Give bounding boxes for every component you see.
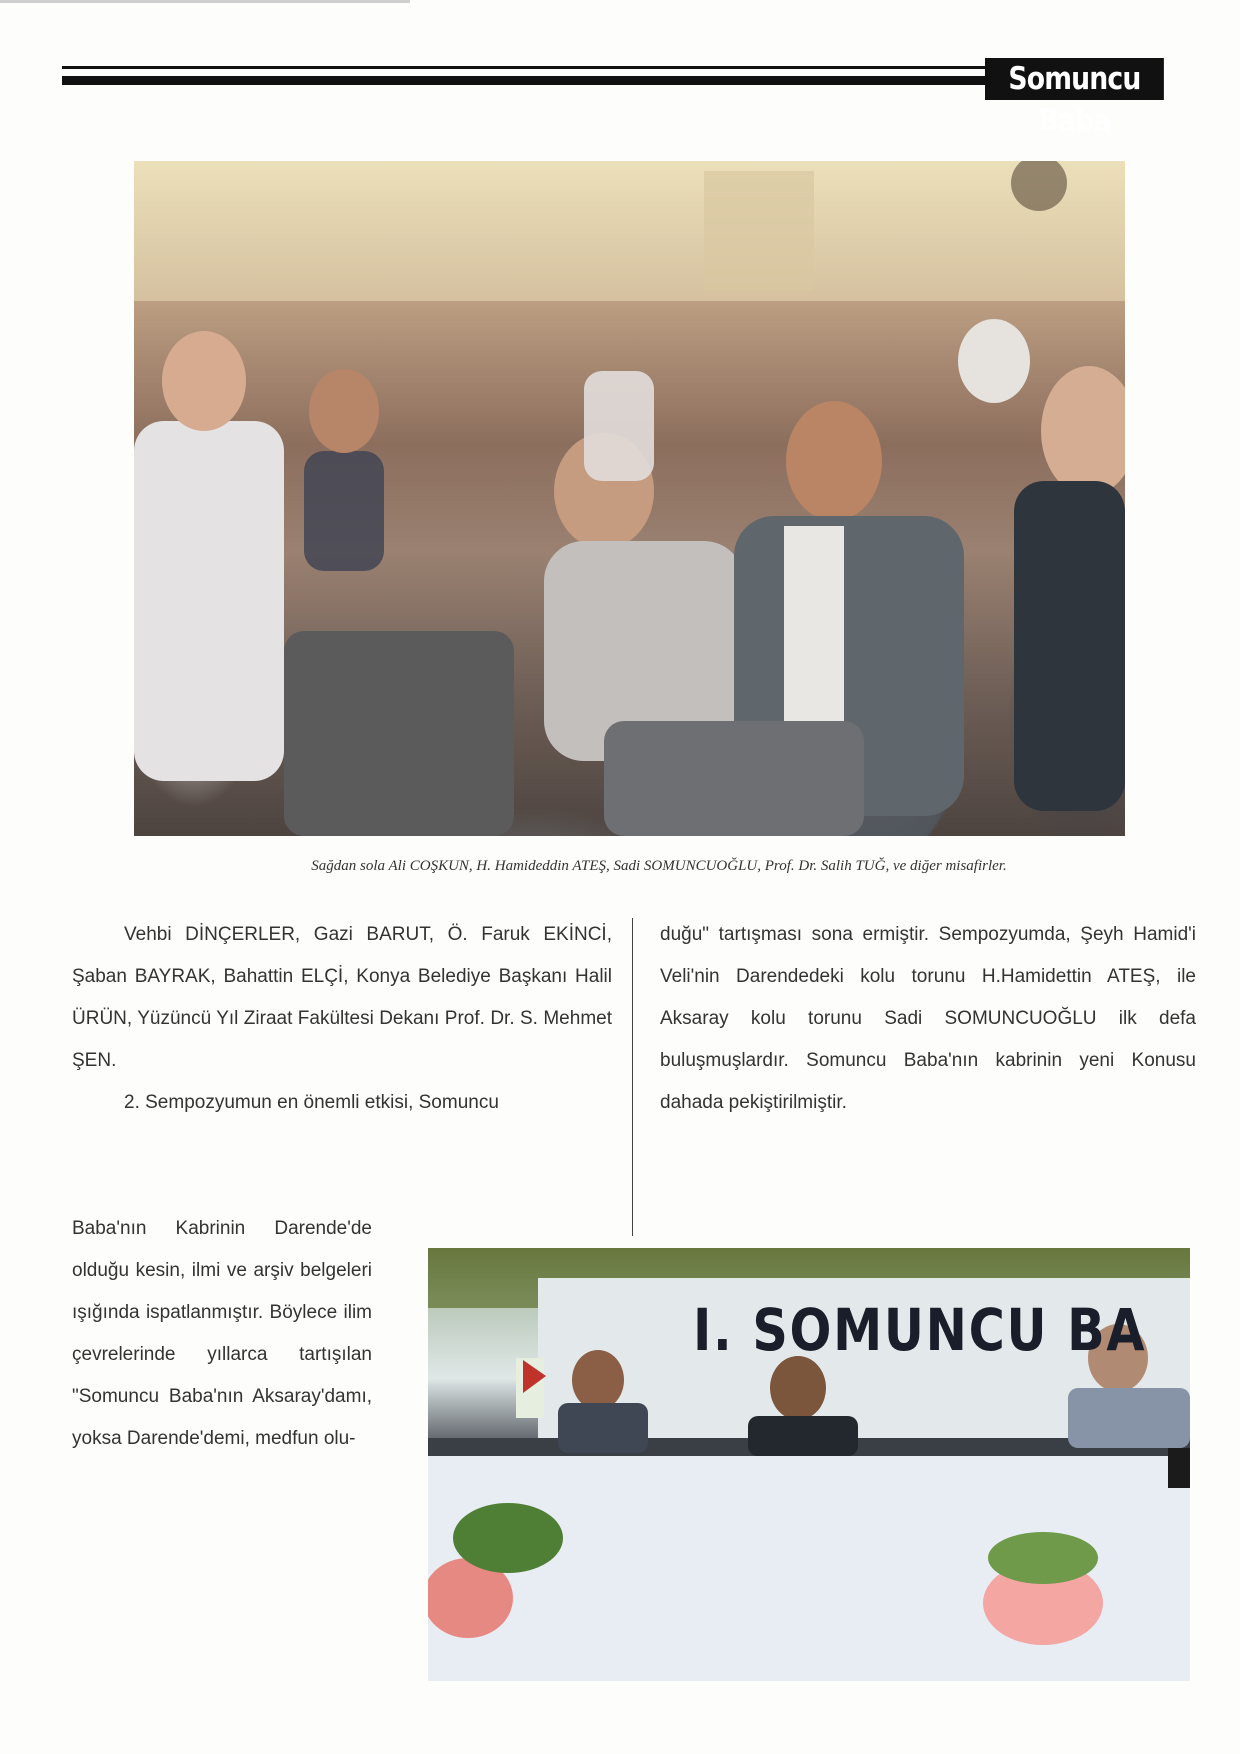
left-column-top xyxy=(72,914,612,1124)
left-column-narrow: Baba'nın Kabrinin Darende'de olduğu kesin, ilmi ve arşiv belgeleri ışığında ispatlanmıştır. Böylece ilim çevrelerinde yıllarca tartışılan "Somuncu Baba'nın Aksaray'damı, yoksa Darende'demi, medfun olu- xyxy=(72,1218,372,1449)
photo-caption: Sağdan sola Ali COŞKUN, H. Hamideddin ATEŞ, Sadi SOMUNCUOĞLU, Prof. Dr. Salih TUĞ, ve diğer misafirler. xyxy=(311,858,1007,874)
left-paragraph-2: 2. Sempozyumun en önemli etkisi, Somuncu xyxy=(124,1092,499,1113)
audience-figures-illustration xyxy=(134,161,1125,836)
section-tag: Somuncu Baba xyxy=(985,58,1164,100)
header-rule-thin xyxy=(62,66,992,69)
symposium-panel-photo xyxy=(428,1248,1190,1681)
header-rule-thick xyxy=(62,76,992,85)
symposium-audience-photo xyxy=(134,161,1125,836)
column-divider xyxy=(632,918,633,1236)
right-column-paragraph: duğu" tartışması sona ermiştir. Sempozyumda, Şeyh Hamid'i Veli'nin Darendedeki kolu torunu H.Hamidettin ATEŞ, ile Aksaray kolu torunu Sadi SOMUNCUOĞLU ilk defa buluşmuşlardır. Somuncu Baba'nın kabrinin yeni Konusu dahada pekiştirilmiştir. xyxy=(660,924,1196,1113)
top-edge-line xyxy=(0,0,410,3)
banner-text: I. SOMUNCU BA xyxy=(693,1296,1147,1364)
left-paragraph-1: Vehbi DİNÇERLER, Gazi BARUT, Ö. Faruk EKİNCİ, Şaban BAYRAK, Bahattin ELÇİ, Konya Belediye Başkanı Halil ÜRÜN, Yüzüncü Yıl Ziraat Fakültesi Dekanı Prof. Dr. S. Mehmet ŞEN. xyxy=(72,924,612,1071)
